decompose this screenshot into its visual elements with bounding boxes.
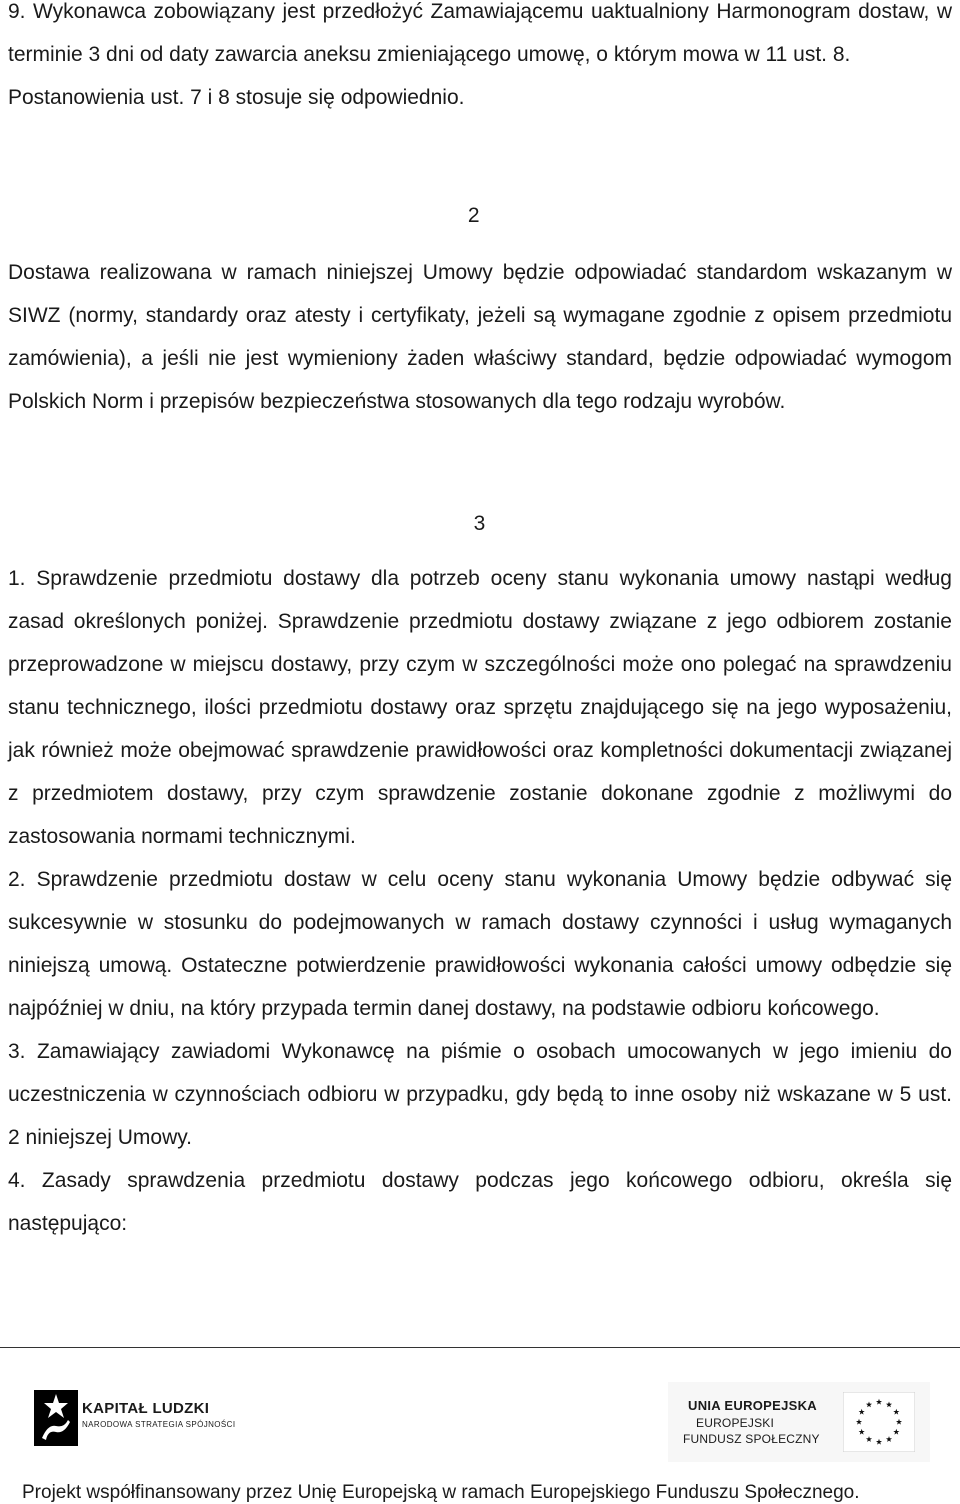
kapital-ludzki-subtitle: NARODOWA STRATEGIA SPÓJNOŚCI bbox=[82, 1420, 236, 1429]
footer-divider bbox=[0, 1347, 960, 1348]
eu-fund-line2: FUNDUSZ SPOŁECZNY bbox=[683, 1432, 820, 1446]
paragraph-9-note: Postanowienia ust. 7 i 8 stosuje się odpowiednio. bbox=[8, 86, 465, 109]
paragraph-9: 9. Wykonawca zobowiązany jest przedłożyć Zamawiającemu uaktualniony Harmonogram dostaw, w terminie 3 dni od daty zawarcia aneksu zmieniającego umowę, o którym mowa w 11 ust. 8. bbox=[8, 0, 952, 66]
section-3-point-3: 3. Zamawiający zawiadomi Wykonawcę na piśmie o osobach umocowanych w jego imieniu do uczestniczenia w czynnościach odbioru w przypadku, gdy będą to inne osoby niż wskazane w 5 ust. 2 niniejszej Umowy. bbox=[8, 1040, 952, 1149]
eu-title: UNIA EUROPEJSKA bbox=[688, 1398, 817, 1413]
section-3-point-1: 1. Sprawdzenie przedmiotu dostawy dla potrzeb oceny stanu wykonania umowy nastąpi według zasad określonych poniżej. Sprawdzenie przedmiotu dostawy związane z jego odbiorem zostanie przeprowadzone w miejscu dostawy, przy czym w szczególności może ono polegać na sprawdzeniu stanu technicznego, ilości przedmiotu dostawy oraz sprzętu znajdującego się na jego wyposażeniu, jak również może obejmować sprawdzenie prawidłowości oraz kompletności dokumentacji związanej z przedmiotem dostawy, przy czym sprawdzenie zostanie dokonane zgodnie z możliwymi do zastosowania normami technicznymi. bbox=[8, 567, 952, 848]
footer bbox=[0, 1372, 960, 1504]
kapital-ludzki-title: KAPITAŁ LUDZKI bbox=[82, 1400, 210, 1417]
section-3-point-2: 2. Sprawdzenie przedmiotu dostaw w celu oceny stanu wykonania Umowy będzie odbywać się sukcesywnie w stosunku do podejmowanych w ramach dostawy czynności i usług wymaganych niniejszą umową. Ostateczne potwierdzenie prawidłowości wykonania całości umowy odbędzie się najpóźniej w dniu, na który przypada termin danej dostawy, na podstawie odbioru końcowego. bbox=[8, 868, 952, 1020]
section-2-heading: 2 bbox=[462, 204, 480, 227]
section-3-heading: 3 bbox=[462, 512, 486, 535]
eu-fund-line1: EUROPEJSKI bbox=[696, 1416, 775, 1430]
cofinancing-note: Projekt współfinansowany przez Unię Europejską w ramach Europejskiego Funduszu Społecznego. bbox=[22, 1482, 860, 1503]
kapital-ludzki-emblem-icon bbox=[34, 1390, 78, 1446]
eu-logo bbox=[668, 1382, 930, 1462]
section-3-point-4: 4. Zasady sprawdzenia przedmiotu dostawy podczas jego końcowego odbioru, określa się następująco: bbox=[8, 1169, 952, 1235]
eu-stars-icon bbox=[843, 1392, 915, 1452]
section-2-text: Dostawa realizowana w ramach niniejszej Umowy będzie odpowiadać standardom wskazanym w SIWZ (normy, standardy oraz atesty i certyfikaty, jeżeli są wymagane zgodnie z opisem przedmiotu zamówienia), a jeśli nie jest wymieniony żaden właściwy standard, będzie odpowiadać wymogom Polskich Norm i przepisów bezpieczeństwa stosowanych dla tego rodzaju wyrobów. bbox=[8, 261, 952, 413]
